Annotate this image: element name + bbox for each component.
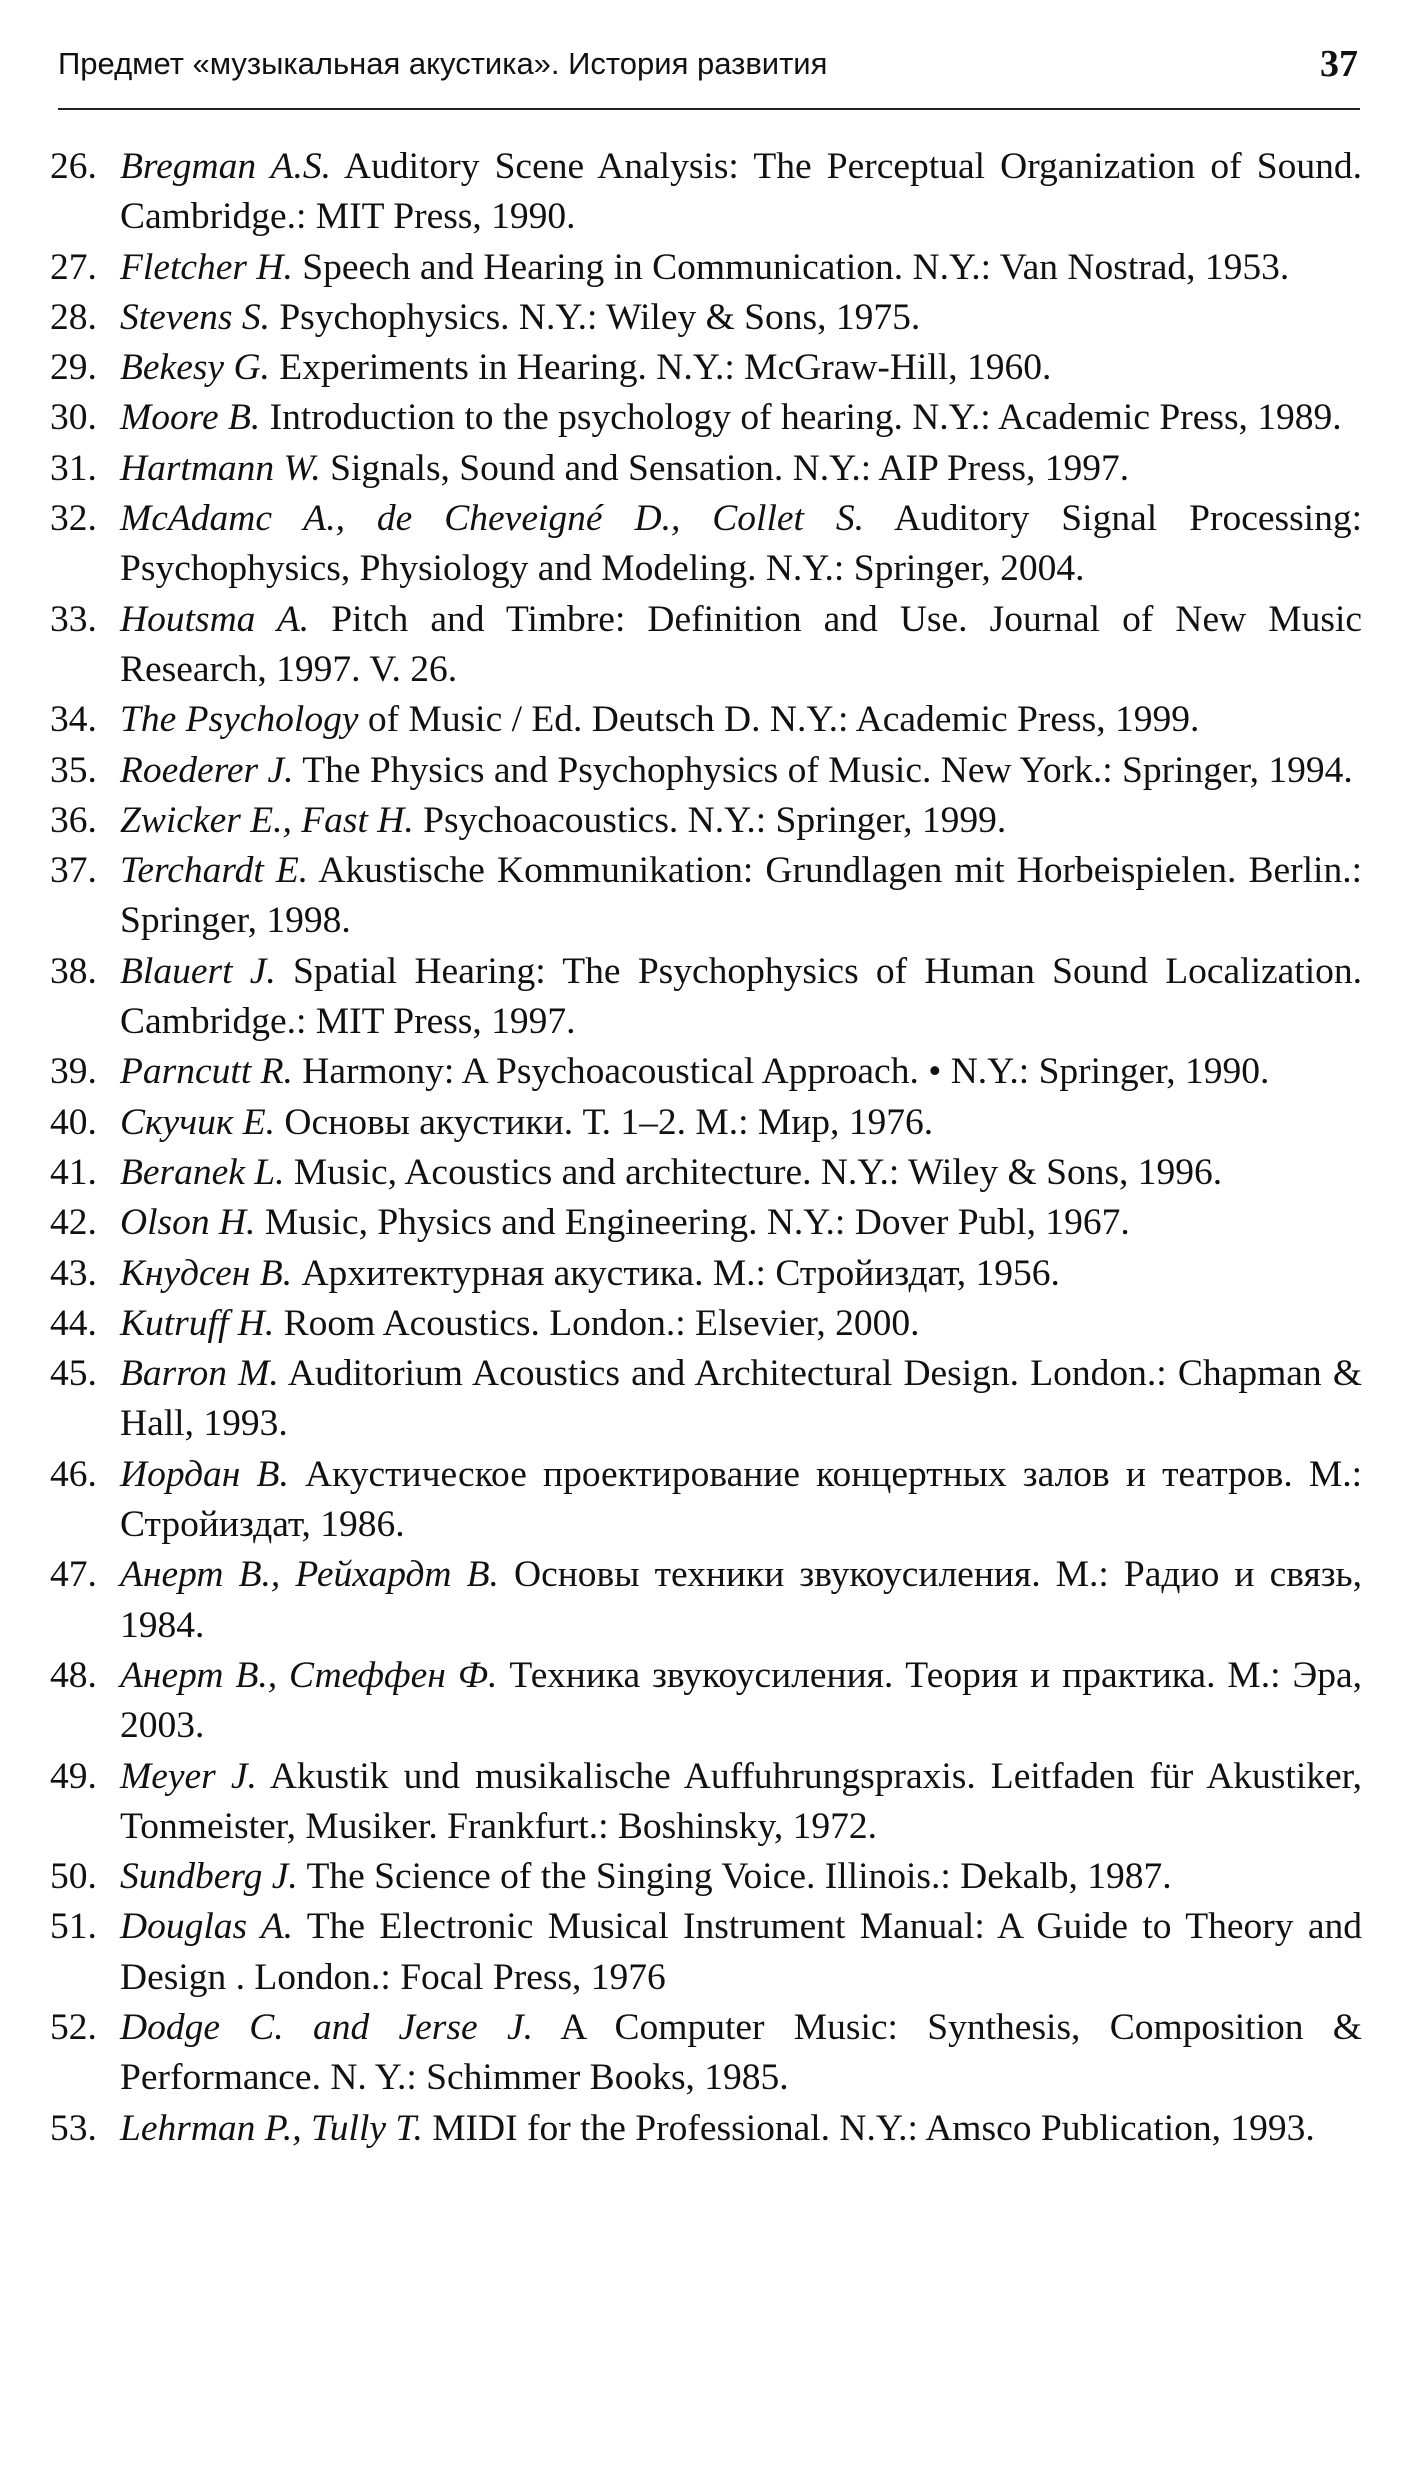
reference-number: 47. (50, 1554, 97, 1596)
reference-number: 51. (50, 1906, 97, 1948)
reference-number: 52. (50, 2006, 97, 2048)
reference-author: Parncutt R. (120, 1051, 293, 1093)
reference-text: Room Acoustics. London.: Elsevier, 2000. (283, 1302, 920, 1344)
reference-number: 36. (50, 799, 97, 841)
reference-item (50, 796, 1362, 846)
reference-text: Harmony: A Psychoacoustical Approach. • N.Y.: Springer, 1990. (302, 1051, 1270, 1093)
reference-text: Psychoacoustics. N.Y.: Springer, 1999. (423, 799, 1007, 841)
reference-text: The Physics and Psychophysics of Music. New York.: Springer, 1994. (302, 749, 1353, 791)
reference-number: 41. (50, 1151, 97, 1193)
reference-text: Акустическое проектирование концертных залов и театров. М.: Стройиздат, 1986. (120, 1453, 1362, 1546)
reference-item (50, 1299, 1362, 1349)
reference-author: Анерт В., Стеффен Ф. (120, 1654, 498, 1696)
reference-author: Beranek L. (120, 1151, 285, 1193)
reference-item (50, 393, 1362, 443)
reference-author: Zwicker E., Fast H. (120, 799, 414, 841)
reference-item (50, 444, 1362, 494)
reference-number: 53. (50, 2107, 97, 2149)
reference-item (50, 243, 1362, 293)
reference-text: Akustische Kommunikation: Grundlagen mit Horbeispielen. Berlin.: Springer, 1998. (120, 850, 1363, 942)
reference-text: Техника звукоусиления. Теория и практика. М.: Эра, 2003. (120, 1654, 1363, 1747)
reference-number: 34. (50, 699, 97, 741)
reference-item (50, 1550, 1362, 1651)
reference-number: 26. (50, 146, 97, 187)
reference-number: 28. (50, 296, 97, 338)
page-header (58, 36, 1360, 110)
reference-text: Основы акустики. Т. 1–2. М.: Мир, 1976. (284, 1101, 934, 1143)
reference-item (50, 494, 1362, 595)
reference-text: Pitch and Timbre: Definition and Use. Journal of New Music Research, 1997. V. 26. (120, 598, 1363, 690)
reference-author: Скучик Е. (120, 1101, 276, 1143)
reference-author: Bekesy G. (120, 347, 270, 389)
reference-text: Auditorium Acoustics and Architectural Design. London.: Chapman & Hall, 1993. (120, 1353, 1362, 1445)
reference-item (50, 1450, 1362, 1551)
reference-text: Архитектурная акустика. М.: Стройиздат, 1956. (301, 1252, 1060, 1294)
reference-item (50, 293, 1362, 343)
reference-item (50, 595, 1362, 696)
reference-author: Stevens S. (120, 296, 270, 338)
reference-author: Moore B. (120, 397, 261, 439)
reference-text: Akustik und musikalische Auffuhrungspraxis. Leitfaden für Akustiker, Tonmeister, Musiker. Frankfurt.: Boshinsky, 1972. (120, 1755, 1362, 1847)
reference-text: The Science of the Singing Voice. Illinois.: Dekalb, 1987. (306, 1856, 1172, 1898)
reference-author: Bregman A.S. (120, 146, 331, 187)
reference-author: Dodge C. and Jerse J. (120, 2006, 533, 2048)
reference-item (50, 1249, 1362, 1299)
reference-text: Experiments in Hearing. N.Y.: McGraw-Hill, 1960. (279, 347, 1052, 389)
reference-number: 37. (50, 850, 97, 892)
reference-item (50, 947, 1362, 1048)
reference-item (50, 1198, 1362, 1248)
reference-item (50, 1047, 1362, 1097)
reference-item (50, 746, 1362, 796)
reference-author: Olson H. (120, 1202, 256, 1244)
reference-author: The Psychology (120, 699, 359, 741)
reference-author: Roederer J. (120, 749, 294, 791)
page-number: 37 (1320, 43, 1358, 85)
reference-number: 40. (50, 1101, 97, 1143)
reference-number: 45. (50, 1353, 97, 1395)
reference-number: 33. (50, 598, 97, 640)
reference-item (50, 1902, 1362, 2003)
reference-item (50, 2003, 1362, 2104)
reference-number: 44. (50, 1302, 97, 1344)
reference-number: 50. (50, 1856, 97, 1898)
reference-item (50, 1098, 1362, 1148)
reference-item (50, 1349, 1362, 1450)
reference-author: Lehrman P., Tully T. (120, 2107, 423, 2149)
reference-text: MIDI for the Professional. N.Y.: Amsco Publication, 1993. (432, 2107, 1315, 2149)
reference-author: Кнудсен В. (120, 1252, 293, 1294)
reference-number: 30. (50, 397, 97, 439)
reference-list (50, 142, 1362, 2154)
reference-number: 46. (50, 1453, 97, 1495)
reference-text: Introduction to the psychology of hearing. N.Y.: Academic Press, 1989. (269, 397, 1342, 439)
reference-item (50, 695, 1362, 745)
reference-text: Speech and Hearing in Communication. N.Y.: Van Nostrad, 1953. (302, 246, 1290, 288)
reference-author: Sundberg J. (120, 1856, 298, 1898)
reference-text: of Music / Ed. Deutsch D. N.Y.: Academic Press, 1999. (367, 699, 1200, 741)
reference-number: 48. (50, 1654, 97, 1696)
reference-number: 49. (50, 1755, 97, 1797)
reference-item (50, 1852, 1362, 1902)
reference-text: Signals, Sound and Sensation. N.Y.: AIP Press, 1997. (330, 447, 1130, 489)
reference-text: The Electronic Musical Instrument Manual: A Guide to Theory and Design . London.: Focal Press, 1976 (120, 1906, 1362, 1998)
reference-text: Music, Acoustics and architecture. N.Y.: Wiley & Sons, 1996. (293, 1151, 1223, 1193)
reference-number: 31. (50, 447, 97, 489)
reference-item (50, 1752, 1362, 1853)
reference-author: Terchardt E. (120, 850, 309, 892)
reference-author: Blauert J. (120, 950, 276, 992)
reference-author: Иордан В. (120, 1453, 289, 1495)
reference-number: 35. (50, 749, 97, 791)
reference-number: 43. (50, 1252, 97, 1294)
reference-text: Music, Physics and Engineering. N.Y.: Dover Publ, 1967. (264, 1202, 1130, 1244)
reference-item (50, 2104, 1362, 2154)
reference-number: 32. (50, 498, 97, 540)
reference-item (50, 1148, 1362, 1198)
reference-item (50, 343, 1362, 393)
reference-text: Auditory Scene Analysis: The Perceptual Organization of Sound. Cambridge.: MIT Press, 1990. (120, 146, 1362, 238)
reference-number: 29. (50, 347, 97, 389)
reference-number: 39. (50, 1051, 97, 1093)
reference-author: Meyer J. (120, 1755, 257, 1797)
reference-text: Основы техники звукоусиления. М.: Радио и связь, 1984. (120, 1554, 1362, 1646)
reference-author: Kutruff H. (120, 1302, 275, 1344)
reference-item (50, 846, 1362, 947)
reference-text: Psychophysics. N.Y.: Wiley & Sons, 1975. (279, 296, 921, 338)
reference-author: Houtsma A. (120, 598, 310, 640)
reference-author: Barron M. (120, 1353, 279, 1395)
reference-author: Douglas A. (120, 1906, 294, 1948)
reference-number: 38. (50, 950, 97, 992)
reference-number: 27. (50, 246, 97, 288)
reference-author: Анерт В., Рейхардт В. (120, 1554, 499, 1596)
reference-author: McAdamc A., de Cheveigné D., Collet S. (120, 498, 865, 540)
reference-item (50, 142, 1362, 243)
reference-text: Auditory Signal Processing: Psychophysics, Physiology and Modeling. N.Y.: Springer, 2004. (120, 498, 1363, 590)
reference-author: Hartmann W. (120, 447, 321, 489)
reference-text: A Computer Music: Synthesis, Composition & Performance. N. Y.: Schimmer Books, 1985. (120, 2006, 1362, 2099)
reference-author: Fletcher H. (120, 246, 293, 288)
reference-number: 42. (50, 1202, 97, 1244)
reference-item (50, 1651, 1362, 1752)
running-title: Предмет «музыкальная акустика». История развития (58, 46, 828, 81)
reference-text: Spatial Hearing: The Psychophysics of Human Sound Localization. Cambridge.: MIT Press, 1997. (120, 950, 1362, 1043)
